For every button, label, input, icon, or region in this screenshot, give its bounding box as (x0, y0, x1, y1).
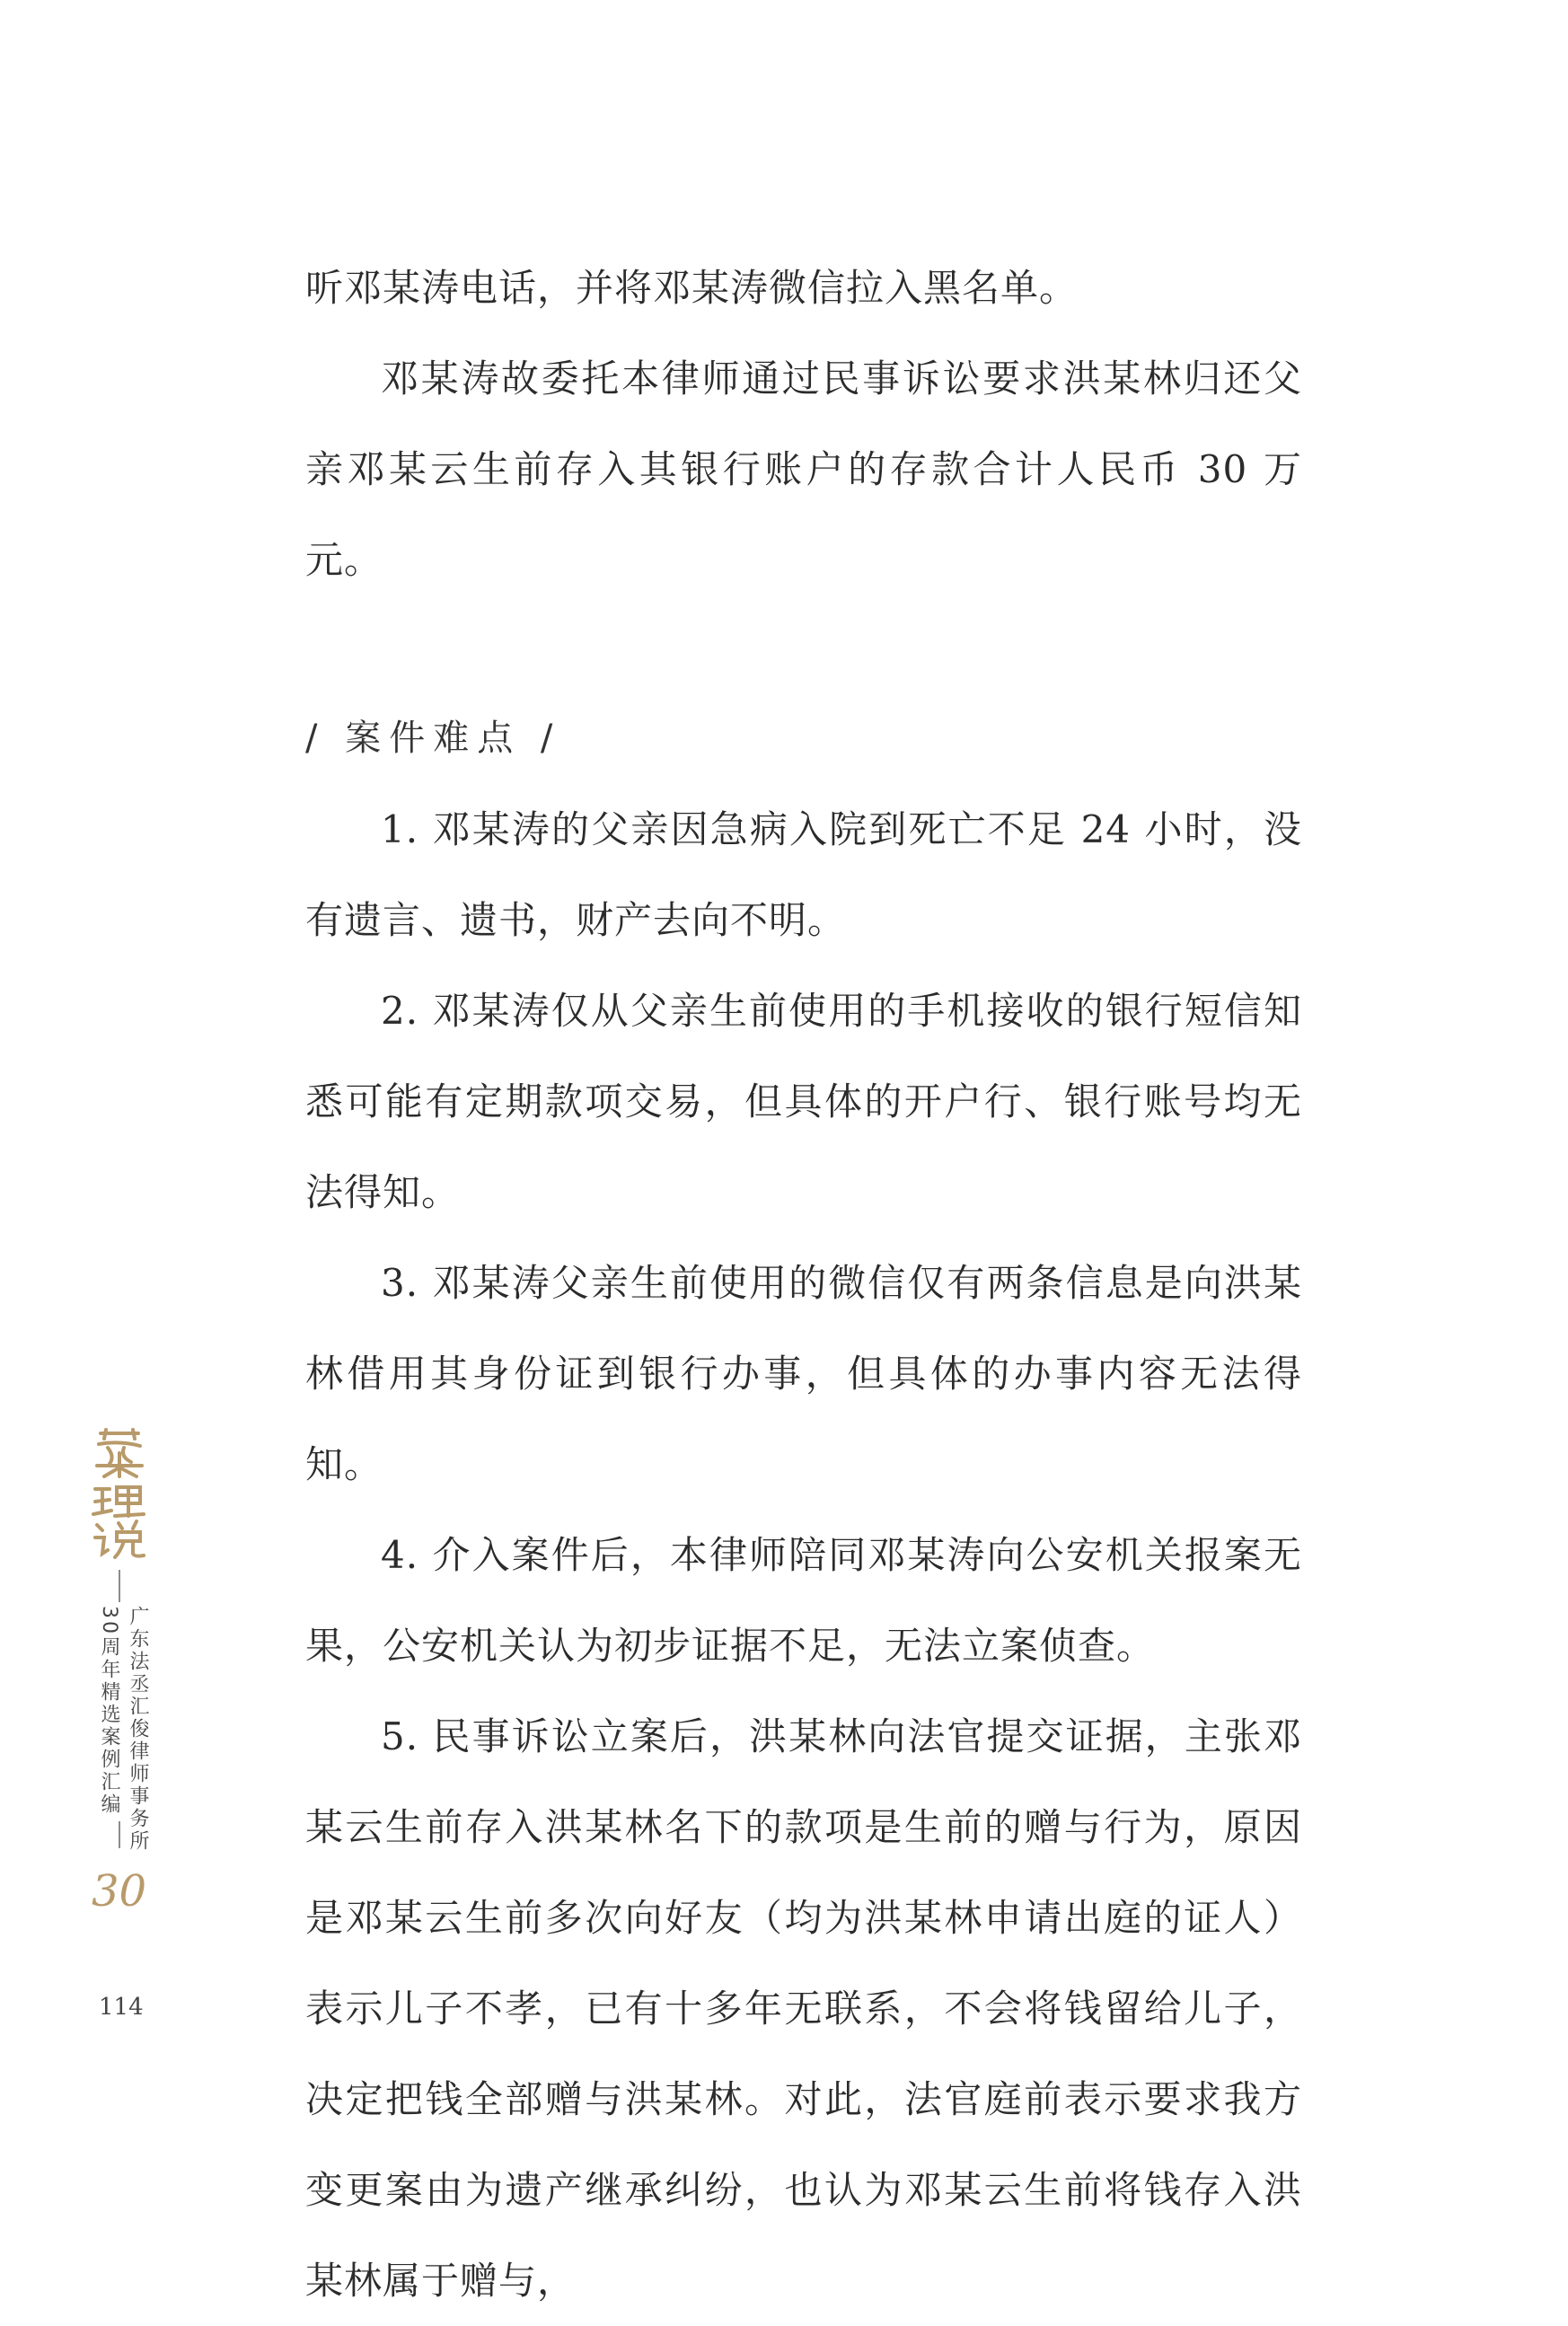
point-2: 2. 邓某涛仅从父亲生前使用的手机接收的银行短信知悉可能有定期款项交易，但具体的开户行、银行账号均无法得知。 (305, 989, 1302, 1214)
brand-calligraphy-logo (88, 1426, 151, 1561)
paragraph-continuation: 听邓某涛电话，并将邓某涛微信拉入黑名单。 (305, 266, 1079, 310)
section-gap (305, 605, 1302, 693)
point-5: 5. 民事诉讼立案后，洪某林向法官提交证据，主张邓某云生前存入洪某林名下的款项是生前的赠与行为，原因是邓某云生前多次向好友（均为洪某林申请出庭的证人）表示儿子不孝，已有十多年无联系，不会将钱留给儿子，决定把钱全部赠与洪某林。对此，法官庭前表示要求我方变更案由为遗产继承纠纷，也认为邓某云生前将钱存入洪某林属于赠与， (305, 1714, 1302, 2303)
point-1: 1. 邓某涛的父亲因急病入院到死亡不足 24 小时，没有遗言、遗书，财产去向不明。 (305, 807, 1302, 942)
point-3: 3. 邓某涛父亲生前使用的微信仅有两条信息是向洪某林借用其身份证到银行办事，但具体的办事内容无法得知。 (305, 1261, 1302, 1486)
section-heading: / 案件难点 / (305, 718, 561, 759)
collection-title-vertical: 30周年精选案例汇编 (98, 1606, 120, 1816)
divider-bottom (119, 1821, 120, 1848)
point-4: 4. 介入案件后，本律师陪同邓某涛向公安机关报案无果，公安机关认为初步证据不足，无法立案侦查。 (305, 1533, 1302, 1668)
anniversary-30-text: 30 (92, 1866, 147, 1915)
page-number: 114 (99, 1994, 144, 2021)
anniversary-30-logo (90, 1864, 158, 1915)
firm-name-vertical: 广东法丞汇俊律师事务所 (127, 1606, 149, 1853)
sidebar-decoration (88, 1426, 169, 1929)
main-text (305, 242, 1302, 2326)
paragraph-commission: 邓某涛故委托本律师通过民事诉讼要求洪某林归还父亲邓某云生前存入其银行账户的存款合计人民币 30 万元。 (305, 357, 1302, 582)
divider-top (119, 1570, 120, 1602)
